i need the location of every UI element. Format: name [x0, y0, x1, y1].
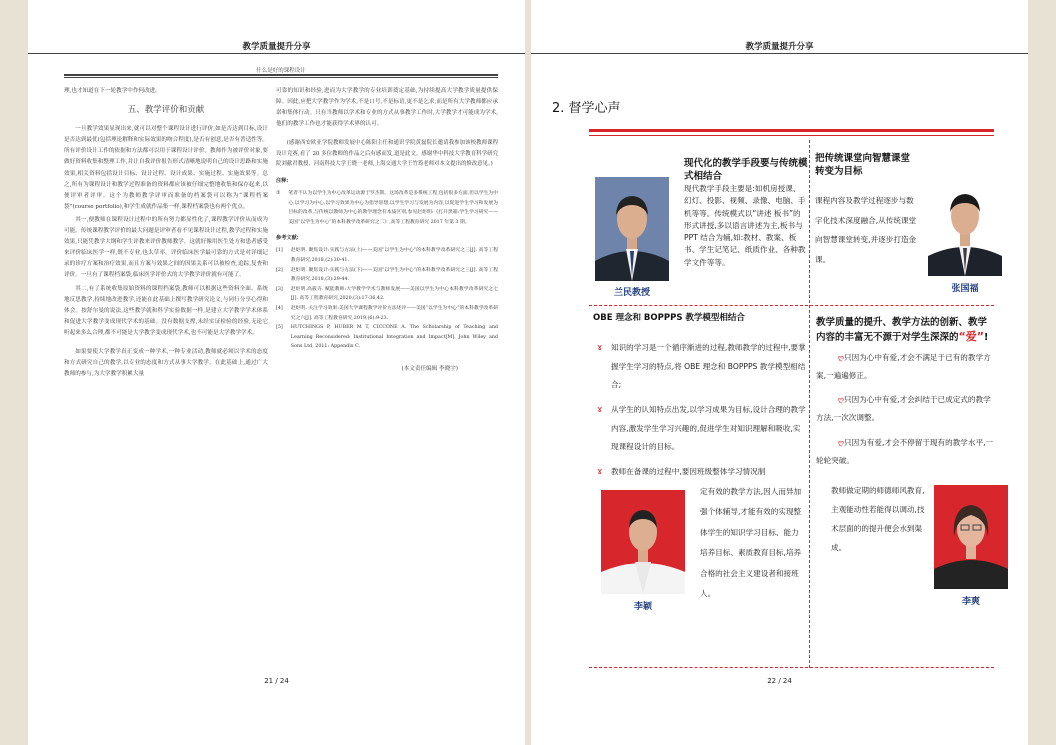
editor-credit: (本文责任编辑 李晓宇)	[401, 365, 458, 372]
quote-line: ღ只因为心中有爱,才会纠结于已成定式的教学方法,一次次调整。	[816, 395, 991, 422]
acknowledgement: (感谢西安欧亚学院教师发展中心陈阳主任和通识学院黄磊院长邀请我参加该校教师课程设计竞赛,看了 20 多位教师的作品之后有感而发,道是此文。感谢华中科技大学教育科学研究院刘献君教授、河南科技大学王晓一老师,上海交通大学王竹筠老师对本文提出的修改意见。)	[276, 140, 498, 168]
reference-item: [4] 赵炬明. 关注学习效果:美国大学课程教学评价方法述评——美国“以学生为中心”的本科教学改革研究之六[J]. 高等工程教育研究,2019,(6):9-23.	[276, 306, 498, 321]
block-text: 教师做定期的师德师风教育,主观能动性若能得以调动,技术层面的的提升便会水到渠成。	[831, 486, 925, 552]
quote-line: ღ只因为心中有爱,才会不满足于已有的教学方案,一遍遍修正。	[816, 353, 991, 380]
paragraph: 一旦教学效果显现出来,就可以对整个课程设计进行评价,如是否达到目标,设计是否达到最优(包括理论解释和实际效果的吻合程度),是否有创意,是否有普适性等。所有评价设计工作的依据和方法都可以用于课程设计评价。教师作为被评价对象,要做好资料收集和整理工作,并让自我评价报告形式清晰地说明自己的设计思路和实施效果,相关资料包括设计目标、设计过程、设计成果、实施过程、实施效果等。总之,所有为课程设计和教学过程准备的资料都应该被仔细完整地收集和保存起来,以便评审者评审。这个为教师教学评审而准备的档案袋可以称为“课程档案袋”(course portfolio),和学生成就作品集一样,课程档案袋也有两个优点。	[64, 126, 268, 210]
heart-icon: ღ	[838, 395, 844, 404]
portrait-photo	[928, 176, 1002, 276]
journal-column-left	[64, 86, 268, 646]
journal-head-rule	[64, 74, 498, 78]
bullet-mark-icon: ɤ	[597, 343, 603, 353]
red-rule-thin	[589, 135, 994, 136]
block-title: OBE 理念和 BOPPPS 教学模型相结合	[593, 313, 745, 323]
header-divider	[531, 53, 1028, 54]
section-title: 2. 督学心声	[552, 101, 621, 116]
scanned-journal-page	[64, 58, 498, 638]
portrait-photo	[601, 490, 685, 594]
heart-icon: ღ	[838, 353, 844, 362]
journal-column-right	[276, 86, 498, 646]
page-header-title: 教学质量提升分享	[242, 42, 311, 52]
note-item: ① 笔者不认为以学生为中心改革运动源于罗杰斯。这场改革是多系统工程,包括很多方面,但以学生为中心,以学习为中心,以学习效果为中心为指导思想,以学生学习与发展为内容,以促进学生学习和发展为目标的改革,与传统以教师为中心的教学理念有本质区别,参见赵炬明:《打开黑箱:学生学习研究——美国“以学生为中心”的本科教学改革研究之二》,高等工程教育研究 2017 年第 3 期。	[276, 190, 498, 225]
bullet-item: ɤ 知识的学习是一个循序渐进的过程,教师教学的过程中,要掌握学生学习的特点,将 OBE 理念和 BOPPPS 教学模型相结合;	[611, 339, 806, 395]
author-name: 李爽	[961, 597, 980, 607]
vertical-dashed-divider	[809, 140, 810, 668]
heart-icon: ღ	[838, 438, 844, 447]
author-name: 张国福	[951, 284, 979, 294]
block-title: 现代化的教学手段要与传统模式相结合	[684, 158, 808, 182]
bullet-mark-icon: ɤ	[597, 405, 603, 415]
horizontal-dashed-divider	[589, 305, 994, 306]
notes-label: 注释:	[276, 177, 289, 184]
red-rule-thick	[589, 129, 994, 132]
quote-line: ღ只因为有爱,才会不停留于现有的教学水平,一轮轮突破。	[816, 438, 994, 465]
paragraph: 理,也才知道在下一轮教学中作何改进。	[64, 88, 161, 94]
author-name: 兰民教授	[613, 288, 650, 298]
reference-item: [1] 赵炬明. 聚焦设计:实践与方法(上)——美国“以学生为中心”的本科教学改革研究之三[J]. 高等工程教育研究,2018,(2):30-41.	[276, 248, 498, 264]
paragraph: 如果要使大学教学真正变成一种学术,一种专业活动,教师就必须以学术的态度和方式研究自己的教学,以专业的态度和方式从事大学教学。在此基础上,通过广大教师的参与,为大学教学积累大量	[64, 348, 268, 378]
block-title: 教学质量的提升、教学方法的创新、教学内容的丰富无不源于对学生深深的“爱”!	[816, 317, 989, 343]
block-text: 现代教学手段主要是:如机房授课、幻灯、投影、视频、录像、电脑、手机等等。传统模式以“讲述 板书”的形式讲授,多以语言讲述为主,板书与 PPT 结合为辅,如:教材、教案、板书、学生记笔记、纸质作业、各种教学文件等等。	[684, 184, 806, 267]
journal-running-head: 什么是好的课程设计	[256, 68, 306, 74]
reference-item: [3] 赵炬明,高筱卉. 赋能教师:大学教学学术与教师发展——美国以学生为中心本科教学改革研究之七[J]. 高等工程教育研究,2020,(3):17-36,42.	[276, 286, 498, 302]
block-title: 把传统课堂向智慧课堂转变为目标	[815, 153, 911, 177]
page-22	[531, 0, 1028, 745]
paragraph: 可靠的知识和经验,进而为大学教学的专业培训奠定基础,为持续提高大学教学质量提供保障。因此,应把大学教学作为学术,不是口号,不是标语,更不是乞求,而是所有大学教师都应承诺和集体行动。只有当教师以学术和专业的方式从事教学工作时,大学教学才可能成为学术,他们的教学工作也才能获得学术界的认可。	[276, 88, 498, 128]
portrait-photo	[595, 177, 669, 281]
block-text: 课程内容及教学过程逐步与数字化技术深度融合,从传统课堂向智慧课堂转变,并逐步打造金课。	[815, 196, 917, 264]
reference-item: [5] HUTCHINGS P, HUBER M T, CICCONE A. The Scholarship of Teaching and Learning Reconsidered: Institutional Integration and Impact[M]. John Wiley and Sons Ltd, 2011: Appendix C.	[276, 325, 498, 350]
paragraph: 其一,便教师在课程设计过程中的所有努力都显性化了,课程教学评价从而成为可能。传统课程教学评价的最大问题是评审者看不见课程设计过程,教学过程和实施效果,只能凭教学大纲和学生评教来评价教师教学。这就好像用医生处方和患者感受来评价临床医学一样,既不专业,也太草率。评价临床医学最可靠的方式是对详细记录的诊疗方案和治疗效果,而且方案与效果之间的因果关系可以被检查,追踪,复查和评价。一旦有了课程档案袋,临床医学评价式的大学教学评价就有可能了。	[64, 216, 268, 279]
bottom-dashed-divider	[589, 667, 994, 668]
block-text-continued: 定有效的教学方法,因人而异加强个体辅导,才能有效的实现整体学生的知识学习目标、能力培养目标、素质教育目标,培养合格的社会主义建设者和接班人。	[700, 487, 802, 599]
page-header-title: 教学质量提升分享	[745, 42, 814, 52]
header-divider	[28, 53, 525, 54]
page-number: 22 / 24	[767, 677, 792, 685]
bullet-mark-icon: ɤ	[597, 467, 603, 477]
bullet-item: ɤ 从学生的认知特点出发,以学习成果为目标,设计合理的教学内容,激发学生学习兴趣的,促进学生对知识理解和吸收,实现课程设计的目标。	[611, 401, 806, 457]
references-label: 参考文献:	[276, 235, 299, 242]
reference-item: [2] 赵炬明. 聚焦设计:实践与方法(下)——美国“以学生为中心”的本科教学改革研究之三[J]. 高等工程教育研究,2018,(3):29-44.	[276, 267, 498, 283]
bullet-item: ɤ 教师在备课的过程中,要因班级整体学习情况制	[611, 463, 806, 482]
page-number: 21 / 24	[264, 677, 289, 685]
section-heading: 五、教学评价和贡献	[127, 105, 205, 116]
portrait-photo	[934, 485, 1008, 589]
author-name: 李颖	[633, 602, 652, 612]
paragraph: 其二,有了系统收集原始资料的课程档案袋,教师可以根据这些资料全面、系统地反思教学,持续地改进教学,还能在此基础上撰写教学研究论文,与同行分享心得和体会。按舒尔曼的说法,这些教学就和科学实验数据一样,是建立大学教学学术体系和促进大学教学变成现代学术的基础。没有数据支撑,未经实证检验的经验,无论它听起来多么合理,都不可能是大学教学变成现代学术,也不可能是大学教学学术。	[64, 285, 268, 336]
page-21	[28, 0, 525, 745]
